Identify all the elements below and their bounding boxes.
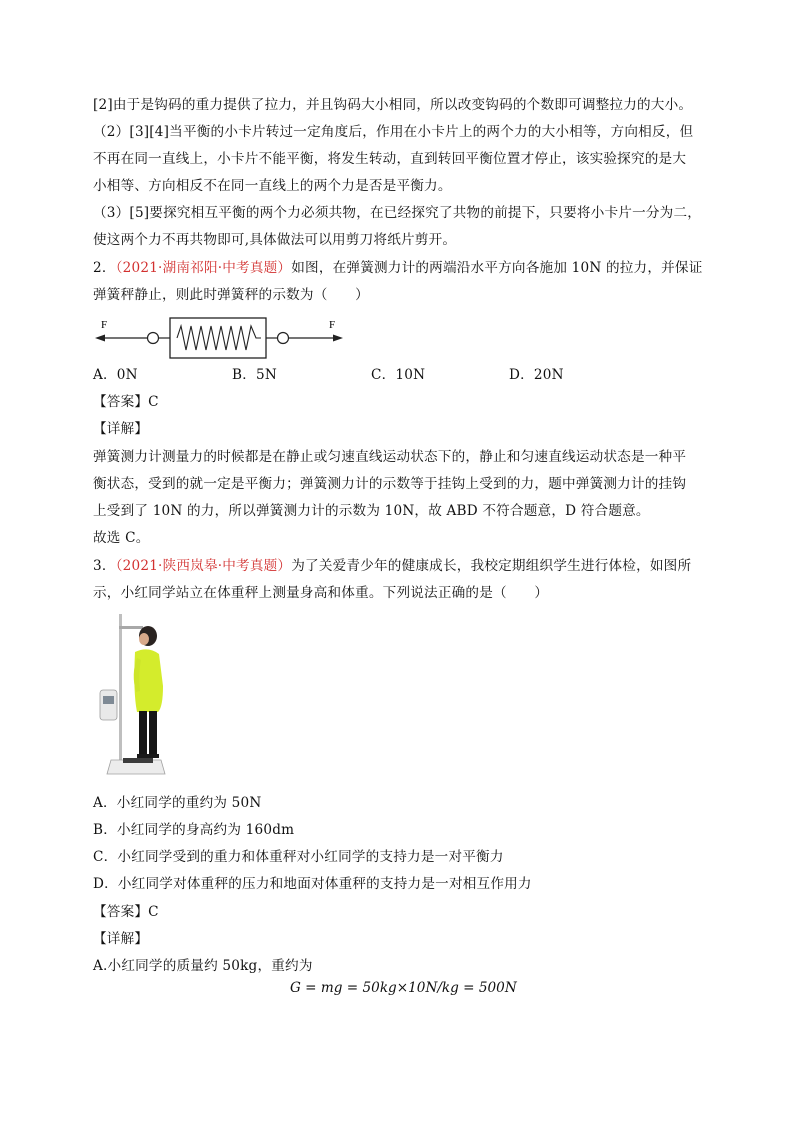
right-force-label: F	[329, 319, 336, 331]
q3-option-a: A．小红同学的重约为 50N	[93, 795, 262, 811]
left-hook-ring	[148, 333, 159, 344]
q1-line-5: （3）[5]要探究相互平衡的两个力必须共物，在已经探究了共物的前提下，只要将小卡片一分为二，	[93, 205, 702, 221]
q2-options	[93, 362, 705, 389]
height-slider	[119, 626, 143, 629]
q3-option-c: C．小红同学受到的重力和体重秤对小红同学的支持力是一对平衡力	[93, 849, 504, 865]
left-arrow-head-icon	[95, 335, 105, 342]
q3-formula: G = mg = 50kg×10N/kg = 500N	[290, 980, 517, 996]
right-hook-ring	[278, 333, 289, 344]
scale-display	[100, 690, 117, 720]
q2-detail-title: 【详解】	[93, 421, 149, 437]
spring-scale-figure	[93, 310, 353, 364]
right-arrow-head-icon	[333, 335, 343, 342]
q2-source: （2021·湖南祁阳·中考真题）	[115, 260, 292, 276]
q3-option-b: B．小红同学的身高约为 160dm	[93, 822, 295, 838]
q1-line-4: 小相等、方向相反不在同一直线上的两个力是否是平衡力。	[93, 178, 452, 194]
q3-stem-text: 为了关爱青少年的健康成长，我校定期组织学生进行体检，如图所	[291, 558, 692, 574]
q3-answer: 【答案】C	[93, 904, 159, 920]
q3-stem-line-1	[93, 553, 705, 580]
scale-platform	[123, 758, 153, 763]
q3-stem-line-2: 示，小红同学站立在体重秤上测量身高和体重。下列说法正确的是（ ）	[93, 585, 549, 601]
q2-option-c: C．10N	[371, 367, 426, 383]
q3-source: （2021·陕西岚皋·中考真题）	[115, 558, 292, 574]
person-leg-left	[139, 711, 147, 755]
q2-detail-line-3: 上受到了 10N 的力，所以弹簧测力计的示数为 10N，故 ABD 不符合题意，D 符合题意。	[93, 503, 650, 519]
q1-line-2: （2）[3][4]当平衡的小卡片转过一定角度后，作用在小卡片上的两个力的大小相等，方向相反，但	[93, 124, 694, 140]
q2-option-a: A．0N	[93, 367, 138, 383]
q2-detail-line-2: 衡状态，受到的就一定是平衡力；弹簧测力计的示数等于挂钩上受到的力，题中弹簧测力计的挂钩	[93, 476, 687, 492]
height-rod	[119, 614, 122, 764]
q2-option-b: B．5N	[232, 367, 277, 383]
q2-option-d: D．20N	[509, 367, 564, 383]
display-screen	[103, 696, 114, 704]
q1-line-3: 不再在同一直线上，小卡片不能平衡，将发生转动，直到转回平衡位置才停止，该实验探究的是大	[93, 151, 687, 167]
q3-number: 3．	[93, 558, 116, 574]
q1-line-1: [2]由于是钩码的重力提供了拉力，并且钩码大小相同，所以改变钩码的个数即可调整拉力的大小。	[93, 97, 693, 113]
q1-line-6: 使这两个力不再共物即可,具体做法可以用剪刀将纸片剪开。	[93, 232, 457, 248]
q3-detail-title: 【详解】	[93, 931, 149, 947]
left-force-label: F	[101, 319, 108, 331]
q2-number: 2．	[93, 260, 116, 276]
q2-answer: 【答案】C	[93, 394, 159, 410]
q2-detail-line-1: 弹簧测力计测量力的时候都是在静止或匀速直线运动状态下的，静止和匀速直线运动状态是一种平	[93, 449, 687, 465]
q2-detail-line-4: 故选 C。	[93, 530, 150, 546]
q2-stem-line-2: 弹簧秤静止，则此时弹簧秤的示数为（ ）	[93, 287, 369, 303]
person-leg-right	[149, 711, 157, 755]
scale-person-figure	[93, 612, 173, 777]
q2-stem-text: 如图，在弹簧测力计的两端沿水平方向各施加 10N 的拉力，并保证	[291, 260, 703, 276]
q3-option-d: D．小红同学对体重秤的压力和地面对体重秤的支持力是一对相互作用力	[93, 876, 532, 892]
q2-stem-line-1	[93, 255, 705, 282]
q3-detail-line-1: A.小红同学的质量约 50kg，重约为	[93, 958, 313, 974]
